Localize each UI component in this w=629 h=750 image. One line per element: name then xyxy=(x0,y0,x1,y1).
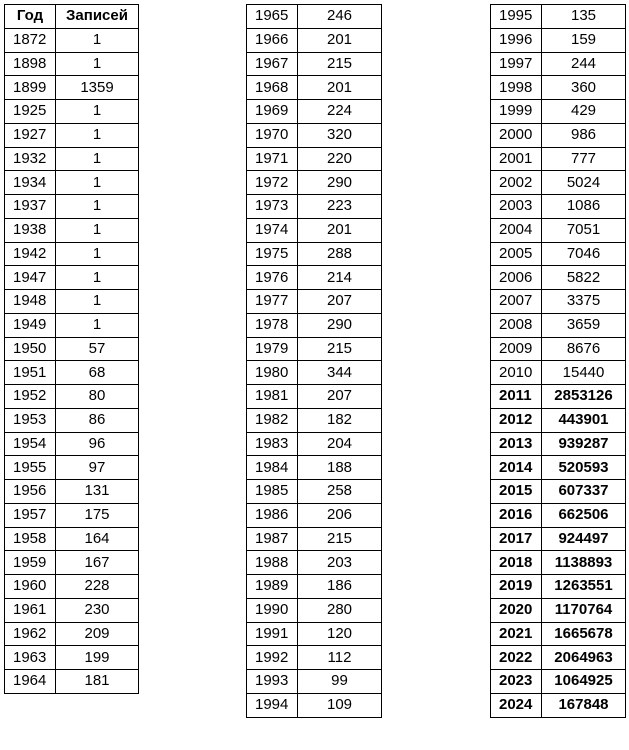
table-row xyxy=(247,171,382,195)
year-cell: 2020 xyxy=(491,598,542,622)
table-row xyxy=(491,527,626,551)
count-cell: 164 xyxy=(56,527,139,551)
count-cell: 1665678 xyxy=(542,622,626,646)
count-cell: 777 xyxy=(542,147,626,171)
count-cell: 207 xyxy=(298,385,382,409)
year-cell: 1937 xyxy=(5,195,56,219)
count-cell: 97 xyxy=(56,456,139,480)
table-row xyxy=(5,123,139,147)
table-row xyxy=(5,147,139,171)
table-row xyxy=(247,290,382,314)
year-cell: 2018 xyxy=(491,551,542,575)
table-row xyxy=(491,670,626,694)
year-cell: 2001 xyxy=(491,147,542,171)
year-cell: 1970 xyxy=(247,123,298,147)
count-cell: 120 xyxy=(298,622,382,646)
table-row xyxy=(491,100,626,124)
count-cell: 3659 xyxy=(542,313,626,337)
table-row xyxy=(491,195,626,219)
table-row xyxy=(491,290,626,314)
table-row xyxy=(491,693,626,717)
count-cell: 109 xyxy=(298,693,382,717)
table-row xyxy=(491,480,626,504)
count-cell: 1 xyxy=(56,242,139,266)
year-cell: 1996 xyxy=(491,28,542,52)
count-cell: 99 xyxy=(298,670,382,694)
table-row xyxy=(491,598,626,622)
year-cell: 1962 xyxy=(5,622,56,646)
table-row xyxy=(247,242,382,266)
year-cell: 1956 xyxy=(5,480,56,504)
year-cell: 2015 xyxy=(491,480,542,504)
count-cell: 96 xyxy=(56,432,139,456)
year-cell: 1995 xyxy=(491,5,542,29)
year-cell: 1965 xyxy=(247,5,298,29)
count-cell: 246 xyxy=(298,5,382,29)
count-cell: 3375 xyxy=(542,290,626,314)
count-cell: 228 xyxy=(56,575,139,599)
table-row xyxy=(247,123,382,147)
table-row xyxy=(491,503,626,527)
records-table-middle xyxy=(246,4,382,718)
count-cell: 206 xyxy=(298,503,382,527)
count-cell: 167848 xyxy=(542,693,626,717)
year-cell: 1993 xyxy=(247,670,298,694)
year-cell: 1969 xyxy=(247,100,298,124)
year-cell: 1989 xyxy=(247,575,298,599)
table-row xyxy=(247,456,382,480)
count-cell: 131 xyxy=(56,480,139,504)
count-cell: 15440 xyxy=(542,361,626,385)
count-cell: 662506 xyxy=(542,503,626,527)
count-cell: 258 xyxy=(298,480,382,504)
year-cell: 2011 xyxy=(491,385,542,409)
year-cell: 1957 xyxy=(5,503,56,527)
year-cell: 2024 xyxy=(491,693,542,717)
table-row xyxy=(491,266,626,290)
count-cell: 159 xyxy=(542,28,626,52)
table-row xyxy=(491,123,626,147)
year-cell: 1899 xyxy=(5,76,56,100)
table-row xyxy=(5,598,139,622)
table-row xyxy=(5,408,139,432)
count-cell: 230 xyxy=(56,598,139,622)
year-cell: 2006 xyxy=(491,266,542,290)
table-row xyxy=(491,171,626,195)
table-row xyxy=(247,408,382,432)
table-row xyxy=(5,456,139,480)
count-cell: 939287 xyxy=(542,432,626,456)
table-row xyxy=(491,361,626,385)
table-row xyxy=(5,242,139,266)
count-cell: 344 xyxy=(298,361,382,385)
count-cell: 2853126 xyxy=(542,385,626,409)
year-cell: 1984 xyxy=(247,456,298,480)
year-cell: 1985 xyxy=(247,480,298,504)
table-row xyxy=(491,385,626,409)
year-cell: 1980 xyxy=(247,361,298,385)
records-table-right xyxy=(490,4,626,718)
count-cell: 290 xyxy=(298,313,382,337)
table-row xyxy=(247,503,382,527)
table-row xyxy=(247,337,382,361)
year-cell: 1952 xyxy=(5,385,56,409)
count-cell: 167 xyxy=(56,551,139,575)
year-cell: 2014 xyxy=(491,456,542,480)
count-cell: 8676 xyxy=(542,337,626,361)
count-cell: 214 xyxy=(298,266,382,290)
year-cell: 1998 xyxy=(491,76,542,100)
count-cell: 1359 xyxy=(56,76,139,100)
count-cell: 215 xyxy=(298,52,382,76)
count-cell: 203 xyxy=(298,551,382,575)
table-row xyxy=(247,480,382,504)
table-row xyxy=(491,622,626,646)
year-cell: 2017 xyxy=(491,527,542,551)
year-cell: 1959 xyxy=(5,551,56,575)
table-row xyxy=(491,147,626,171)
table-row xyxy=(5,551,139,575)
table-row xyxy=(5,361,139,385)
year-cell: 1976 xyxy=(247,266,298,290)
count-cell: 135 xyxy=(542,5,626,29)
table-row xyxy=(491,313,626,337)
count-cell: 112 xyxy=(298,646,382,670)
year-cell: 2019 xyxy=(491,575,542,599)
table-row xyxy=(491,456,626,480)
count-cell: 1 xyxy=(56,147,139,171)
count-cell: 1 xyxy=(56,171,139,195)
year-cell: 2005 xyxy=(491,242,542,266)
table-row xyxy=(247,432,382,456)
year-header: Год xyxy=(5,5,56,29)
count-cell: 1 xyxy=(56,123,139,147)
count-cell: 80 xyxy=(56,385,139,409)
count-cell: 7046 xyxy=(542,242,626,266)
table-row xyxy=(5,290,139,314)
count-cell: 223 xyxy=(298,195,382,219)
table-row xyxy=(247,551,382,575)
year-cell: 1994 xyxy=(247,693,298,717)
table-row xyxy=(5,622,139,646)
year-cell: 1999 xyxy=(491,100,542,124)
table-row xyxy=(5,218,139,242)
count-cell: 201 xyxy=(298,218,382,242)
year-cell: 1974 xyxy=(247,218,298,242)
year-cell: 2002 xyxy=(491,171,542,195)
count-cell: 175 xyxy=(56,503,139,527)
count-cell: 201 xyxy=(298,28,382,52)
table-row xyxy=(5,76,139,100)
table-row xyxy=(491,575,626,599)
table-row xyxy=(247,385,382,409)
table-row xyxy=(491,242,626,266)
year-cell: 1986 xyxy=(247,503,298,527)
table-row xyxy=(247,598,382,622)
year-cell: 2000 xyxy=(491,123,542,147)
table-row xyxy=(491,52,626,76)
count-cell: 224 xyxy=(298,100,382,124)
table-row xyxy=(247,218,382,242)
count-cell: 520593 xyxy=(542,456,626,480)
count-cell: 1138893 xyxy=(542,551,626,575)
year-cell: 1955 xyxy=(5,456,56,480)
count-cell: 244 xyxy=(542,52,626,76)
year-cell: 1981 xyxy=(247,385,298,409)
year-cell: 1948 xyxy=(5,290,56,314)
count-cell: 204 xyxy=(298,432,382,456)
year-cell: 1953 xyxy=(5,408,56,432)
year-cell: 1975 xyxy=(247,242,298,266)
count-cell: 1 xyxy=(56,195,139,219)
count-cell: 280 xyxy=(298,598,382,622)
year-cell: 1966 xyxy=(247,28,298,52)
table-row xyxy=(247,147,382,171)
count-cell: 201 xyxy=(298,76,382,100)
table-row xyxy=(491,76,626,100)
count-cell: 986 xyxy=(542,123,626,147)
table-row xyxy=(247,266,382,290)
year-cell: 1990 xyxy=(247,598,298,622)
count-cell: 220 xyxy=(298,147,382,171)
year-cell: 2008 xyxy=(491,313,542,337)
table-row xyxy=(491,432,626,456)
count-cell: 215 xyxy=(298,527,382,551)
year-cell: 1927 xyxy=(5,123,56,147)
table-row xyxy=(5,646,139,670)
table-row xyxy=(5,266,139,290)
count-header: Записей xyxy=(56,5,139,29)
year-cell: 1992 xyxy=(247,646,298,670)
count-cell: 1086 xyxy=(542,195,626,219)
count-cell: 1 xyxy=(56,266,139,290)
year-cell: 2016 xyxy=(491,503,542,527)
table-row xyxy=(491,337,626,361)
table-row xyxy=(5,195,139,219)
table-row xyxy=(491,646,626,670)
count-cell: 182 xyxy=(298,408,382,432)
year-cell: 1938 xyxy=(5,218,56,242)
count-cell: 607337 xyxy=(542,480,626,504)
table-row xyxy=(247,28,382,52)
year-cell: 1964 xyxy=(5,670,56,694)
table-header-row xyxy=(5,5,139,29)
count-cell: 1170764 xyxy=(542,598,626,622)
year-cell: 2022 xyxy=(491,646,542,670)
count-cell: 1 xyxy=(56,28,139,52)
year-cell: 2021 xyxy=(491,622,542,646)
count-cell: 290 xyxy=(298,171,382,195)
count-cell: 429 xyxy=(542,100,626,124)
count-cell: 1263551 xyxy=(542,575,626,599)
table-row xyxy=(247,100,382,124)
year-cell: 1954 xyxy=(5,432,56,456)
table-row xyxy=(247,622,382,646)
records-table-left xyxy=(4,4,139,694)
year-cell: 1991 xyxy=(247,622,298,646)
table-row xyxy=(5,52,139,76)
count-cell: 57 xyxy=(56,337,139,361)
year-cell: 1961 xyxy=(5,598,56,622)
year-cell: 1951 xyxy=(5,361,56,385)
year-cell: 1958 xyxy=(5,527,56,551)
count-cell: 1 xyxy=(56,218,139,242)
count-cell: 199 xyxy=(56,646,139,670)
year-cell: 1979 xyxy=(247,337,298,361)
count-cell: 5822 xyxy=(542,266,626,290)
year-cell: 1967 xyxy=(247,52,298,76)
table-row xyxy=(5,28,139,52)
year-cell: 1872 xyxy=(5,28,56,52)
count-cell: 2064963 xyxy=(542,646,626,670)
table-row xyxy=(491,408,626,432)
table-row xyxy=(5,480,139,504)
table-row xyxy=(5,171,139,195)
table-row xyxy=(247,575,382,599)
count-cell: 7051 xyxy=(542,218,626,242)
year-cell: 1978 xyxy=(247,313,298,337)
table-row xyxy=(5,503,139,527)
count-cell: 207 xyxy=(298,290,382,314)
count-cell: 1064925 xyxy=(542,670,626,694)
count-cell: 443901 xyxy=(542,408,626,432)
table-row xyxy=(247,52,382,76)
count-cell: 188 xyxy=(298,456,382,480)
table-row xyxy=(491,28,626,52)
year-cell: 2003 xyxy=(491,195,542,219)
table-row xyxy=(5,575,139,599)
year-cell: 1971 xyxy=(247,147,298,171)
table-row xyxy=(491,551,626,575)
count-cell: 181 xyxy=(56,670,139,694)
count-cell: 320 xyxy=(298,123,382,147)
year-cell: 1934 xyxy=(5,171,56,195)
year-cell: 1988 xyxy=(247,551,298,575)
year-cell: 1925 xyxy=(5,100,56,124)
table-row xyxy=(5,385,139,409)
year-cell: 2010 xyxy=(491,361,542,385)
table-row xyxy=(5,670,139,694)
count-cell: 86 xyxy=(56,408,139,432)
year-cell: 1949 xyxy=(5,313,56,337)
year-cell: 1960 xyxy=(5,575,56,599)
table-row xyxy=(5,313,139,337)
table-row xyxy=(5,337,139,361)
count-cell: 1 xyxy=(56,52,139,76)
count-cell: 1 xyxy=(56,100,139,124)
year-cell: 1987 xyxy=(247,527,298,551)
year-cell: 1982 xyxy=(247,408,298,432)
year-cell: 2004 xyxy=(491,218,542,242)
year-cell: 1968 xyxy=(247,76,298,100)
year-cell: 2009 xyxy=(491,337,542,361)
year-cell: 1932 xyxy=(5,147,56,171)
count-cell: 1 xyxy=(56,290,139,314)
table-row xyxy=(247,5,382,29)
count-cell: 209 xyxy=(56,622,139,646)
year-cell: 1973 xyxy=(247,195,298,219)
year-cell: 1977 xyxy=(247,290,298,314)
table-row xyxy=(247,646,382,670)
table-row xyxy=(491,218,626,242)
count-cell: 1 xyxy=(56,313,139,337)
table-row xyxy=(247,313,382,337)
year-cell: 2013 xyxy=(491,432,542,456)
year-cell: 1950 xyxy=(5,337,56,361)
count-cell: 5024 xyxy=(542,171,626,195)
count-cell: 288 xyxy=(298,242,382,266)
table-row xyxy=(5,100,139,124)
year-cell: 2007 xyxy=(491,290,542,314)
year-cell: 1997 xyxy=(491,52,542,76)
year-cell: 1898 xyxy=(5,52,56,76)
table-row xyxy=(5,432,139,456)
year-cell: 1983 xyxy=(247,432,298,456)
year-cell: 1972 xyxy=(247,171,298,195)
table-row xyxy=(247,361,382,385)
count-cell: 186 xyxy=(298,575,382,599)
table-row xyxy=(247,693,382,717)
year-cell: 2012 xyxy=(491,408,542,432)
table-row xyxy=(247,670,382,694)
year-cell: 1942 xyxy=(5,242,56,266)
count-cell: 215 xyxy=(298,337,382,361)
year-cell: 1947 xyxy=(5,266,56,290)
table-row xyxy=(247,76,382,100)
count-cell: 68 xyxy=(56,361,139,385)
year-cell: 2023 xyxy=(491,670,542,694)
table-row xyxy=(247,195,382,219)
count-cell: 924497 xyxy=(542,527,626,551)
table-row xyxy=(491,5,626,29)
table-row xyxy=(5,527,139,551)
table-row xyxy=(247,527,382,551)
year-cell: 1963 xyxy=(5,646,56,670)
count-cell: 360 xyxy=(542,76,626,100)
